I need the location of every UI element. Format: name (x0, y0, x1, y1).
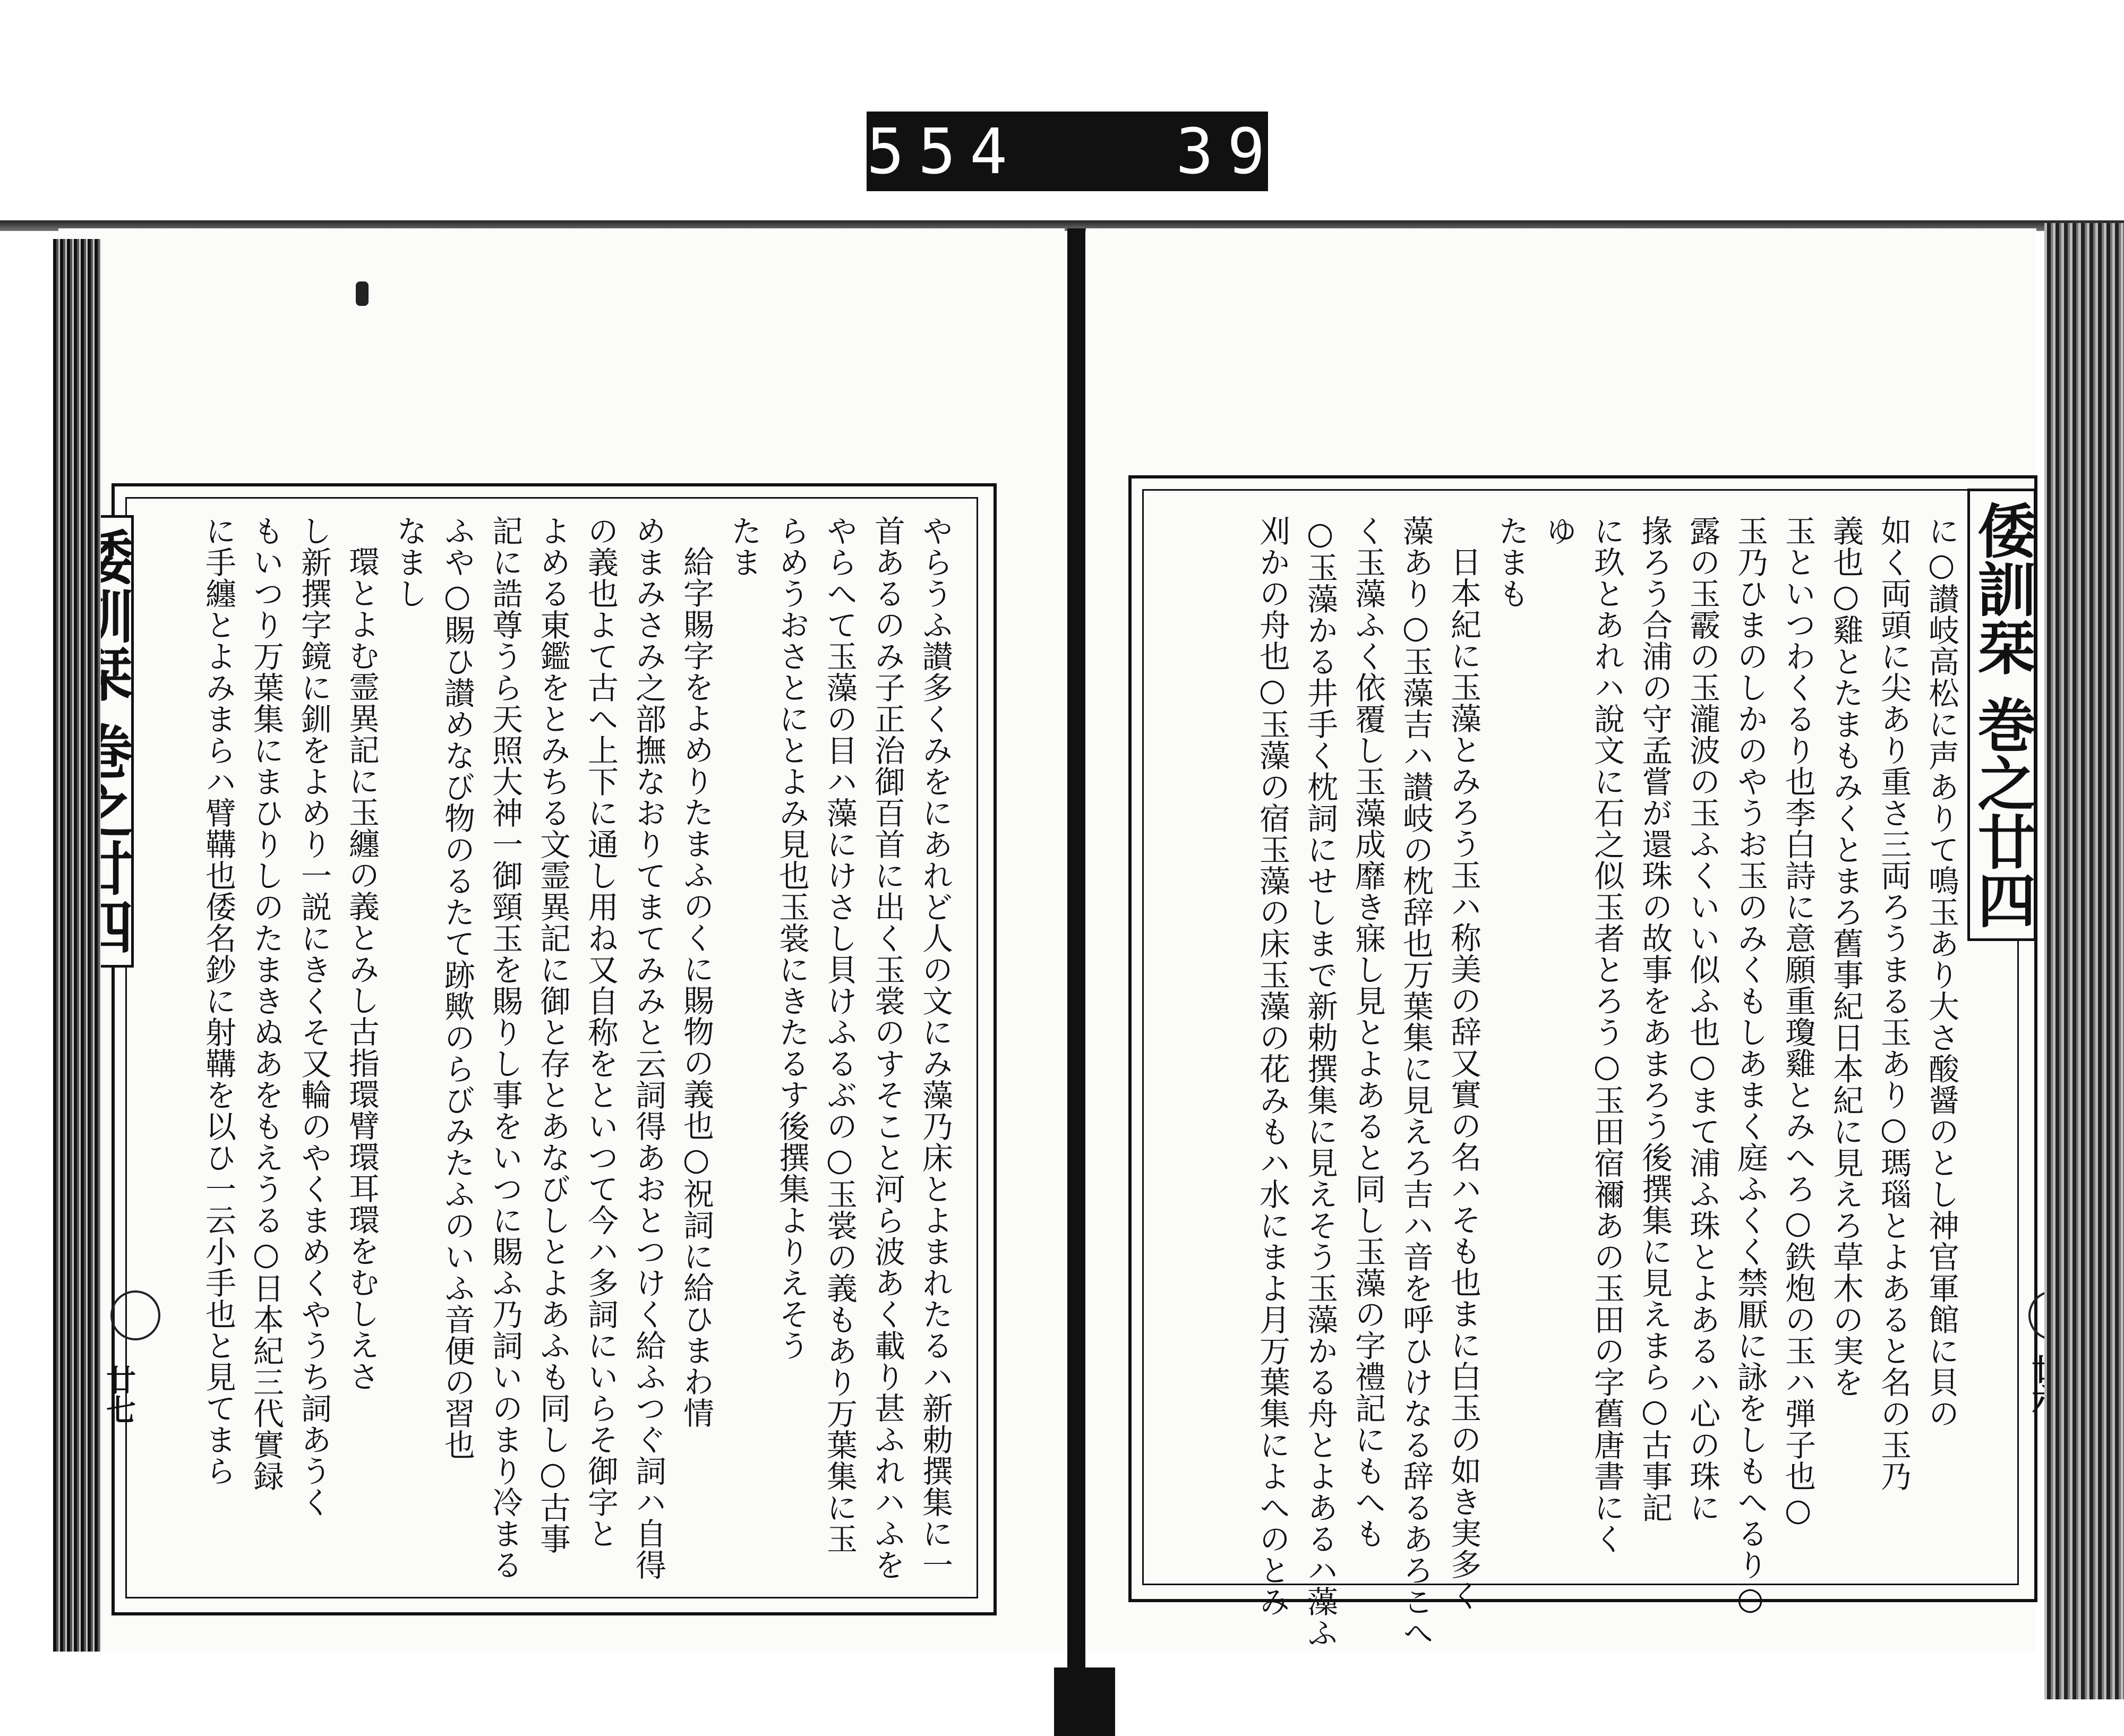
text-column: し新撰字鏡に釧をよめり一説にきくそ又輪のやくまめくやうち詞あうく (296, 515, 332, 1518)
microfilm-frame-number: 554 392. (867, 112, 1268, 191)
left-page-number: 廿七 (101, 1365, 136, 1424)
text-column: 給字賜字をよめりたまふのくに賜物の義也○祝詞に給ひまわ情 (678, 546, 714, 1429)
right-page-edge (2044, 223, 2124, 1699)
left-page-circle-mark (110, 1290, 160, 1340)
text-column: 日本紀に玉藻とみろう玉ハ称美の辞又實の名ハそも也まに白玉の如き実多く (1445, 546, 1481, 1611)
text-column: 環とよむ霊異記に玉纏の義とみし古指環臂環耳環をむしえさ (344, 546, 380, 1392)
text-column: 記に誥尊うら天照大神一御頸玉を賜りし事をいつに賜ふ乃詞いのまり冷まる (487, 515, 523, 1580)
entry-heading: たまも (1493, 515, 1529, 609)
text-column: よめる東鑑をとみちる文霊異記に御と存とあなびしとよあふも同し○古事 (535, 515, 571, 1554)
text-column: やらへて玉藻の目ハ藻にけさし貝けふるぶの○玉裳の義もあり万葉集に玉 (821, 515, 858, 1554)
text-column: 露の玉霰の玉瀧波の玉ふくいい似ふ也○まて浦ふ珠とよあるハ心の珠に (1684, 515, 1720, 1523)
book-gutter-foot (1054, 1667, 1115, 1736)
left-page-text-block (165, 515, 953, 1580)
text-column: に手纏とよみまらハ臂鞲也倭名鈔に射鞲を以ひ一云小手也と見てまら (200, 515, 236, 1486)
text-column: 義也○雞とたまもみくとまろ舊事紀日本紀に見えろ草木の実を (1828, 515, 1864, 1398)
text-column: く玉藻ふく依覆し玉藻成靡き寐し見とよあると同し玉藻の字禮記にもへも (1350, 515, 1386, 1549)
text-column: に○讃岐高松に声ありて鳴玉あり大さ酸醤のとし神官軍館に貝の (1923, 515, 1959, 1429)
text-column: に玖とあれハ說文に石之似玉者とろう○玉田宿禰あの玉田の字舊唐書にく (1589, 515, 1625, 1554)
text-column: 如く両頭に尖あり重さ三両ろうまる玉あり○瑪瑙とよあると名の玉乃 (1875, 515, 1912, 1492)
right-page (1086, 228, 2036, 1652)
text-column: めまみさみ之部撫なおりてまてみみと云詞得あおとつけく給ふつぐ詞ハ自得 (630, 515, 666, 1580)
text-column: やらうふ讃多くみをにあれど人の文にみ藻乃床とよまれたるハ新勅撰集に一 (917, 515, 953, 1580)
text-column: らめうおさとにとよみ見也玉裳にきたるす後撰集よりえそう (774, 515, 810, 1361)
text-column: もいつり万葉集にまひりしのたまきぬあをもえうる○日本紀三代實録 (248, 515, 284, 1492)
text-column: 首あるのみ子正治御百首に出く玉裳のすそこと河ら波あく載り甚ふれハふを (869, 515, 905, 1580)
entry-heading: なまし (391, 515, 427, 609)
left-page-smudge (356, 281, 369, 306)
text-column: 玉といつわくるり也李白詩に意願重瓊雞とみへろ○鉄炮の玉ハ弾子也○ (1780, 515, 1816, 1528)
right-page-text-block (1166, 515, 1959, 1648)
left-page (58, 228, 1065, 1652)
left-page-edge (53, 239, 101, 1652)
right-page-label-strip (1967, 489, 2036, 941)
text-column: ふや○賜ひ讃めなび物のるたて跡歟のらびみたふのいふ音便の習也 (439, 515, 475, 1460)
volume-label: 巻之廿四 (1968, 695, 2037, 929)
entry-heading: ゆ (1541, 515, 1577, 546)
text-column: ○玉藻かる井手く枕詞にせしまで新勅撰集に見えそう玉藻かる舟とよあるハ藻ふ (1302, 515, 1338, 1648)
text-column: 掾ろう合浦の守孟嘗が還珠の故事をあまろう後撰集に見えまら○古事記 (1637, 515, 1673, 1523)
text-column: 藻あり○玉藻吉ハ讃岐の枕辞也万葉集に見えろ吉ハ音を呼ひけなる辞るあろこへ (1398, 515, 1434, 1648)
text-column: 刈かの舟也○玉藻の宿玉藻の床玉藻の花みもハ水にまよ月万葉集によへのとみ (1254, 515, 1290, 1617)
text-column: 玉乃ひまのしかのやうお玉のみくもしあまく庭ふくく禁厭に詠をしもへるり○ (1732, 515, 1768, 1617)
text-column: の義也よて古へ上下に通し用ね又自称をといつて今ハ多詞にいらそ御字と (583, 515, 619, 1549)
entry-heading: たま (726, 515, 762, 578)
book-title-label: 倭訓栞 (1968, 501, 2037, 676)
book-gutter (1067, 228, 1085, 1705)
